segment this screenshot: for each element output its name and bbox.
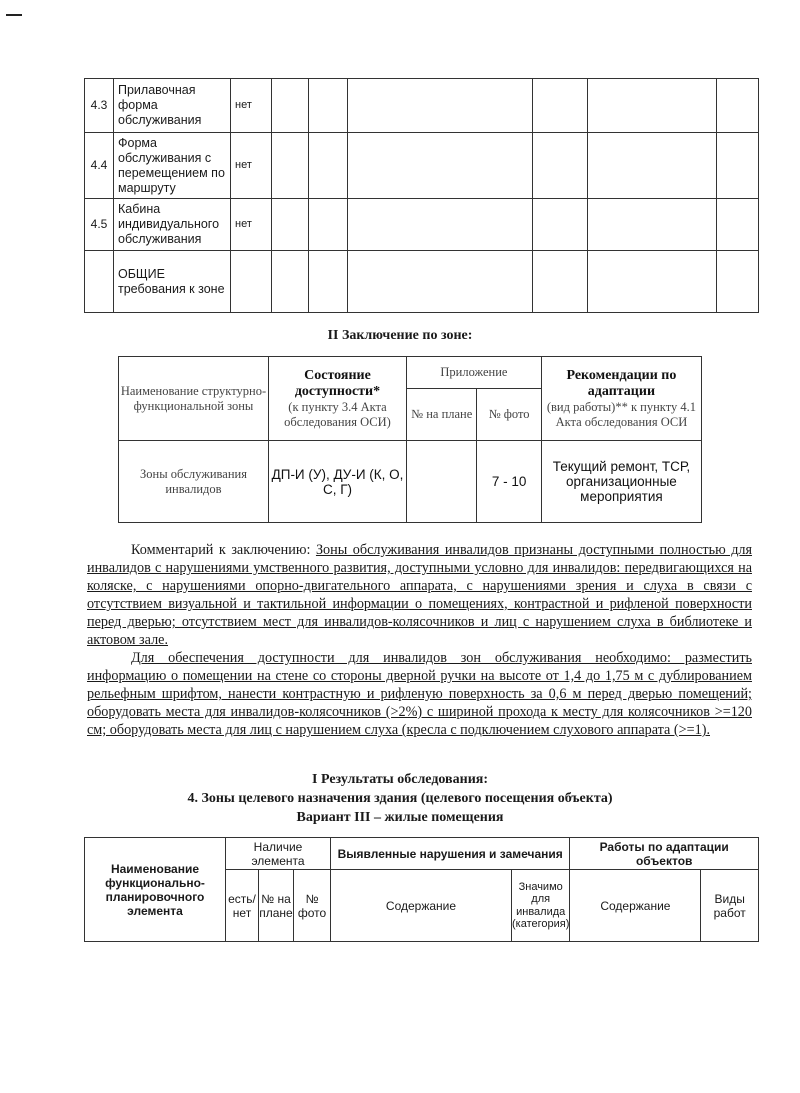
row-name: Прилавочная форма обслуживания [114, 79, 231, 133]
header-appendix: Приложение [407, 357, 542, 389]
table-row [85, 133, 759, 199]
table-row [85, 79, 759, 133]
zone-photo: 7 - 10 [477, 441, 541, 523]
row-name: ОБЩИЕ требования к зоне [114, 251, 231, 313]
header-state [268, 357, 406, 441]
results-subheading: 4. Зоны целевого назначения здания (целевого посещения объекта) [187, 791, 613, 806]
header-works: Работы по адаптации объектов [570, 838, 759, 870]
header-photo: № фото [294, 870, 331, 942]
table-row [85, 199, 759, 251]
table-header-row [119, 357, 702, 389]
recommendation-text: Для обеспечения доступности для инвалидов зон обслуживания необходимо: разместить информацию о помещении на стене со стороны дверной ручки на высоте от 1,4 до 1,75 м с дублированием рельефным шрифтом, нанести контрастную и рифленую поверхность за 0,6 м перед дверью помещений; оборудовать места для инвалидов-колясочников (>2%) с шириной прохода к месту для колясочников >=120 см; оборудовать места для лиц с нарушением слуха (кресла с подключением слухового аппарата (>=1). [87, 650, 752, 738]
zone-recommendation: Текущий ремонт, ТСР, организационные мероприятия [541, 441, 701, 523]
conclusion-table [118, 356, 702, 523]
comment-text: Зоны обслуживания инвалидов признаны доступными полностью для инвалидов с нарушениями умственного развития, доступными условно для инвалидов: передвигающихся на коляске, с нарушениями опорно-двигательного аппарата, с нарушениями зрения и слуха в связи с отсутствием визуальной и тактильной информации о помещениях, контрастной и рифленой поверхности перед дверью; отсутствием мест для инвалидов-колясочников и лиц с нарушением слуха в библиотеке и актовом зале. [87, 542, 753, 648]
zones-table-continuation [84, 78, 759, 313]
row-value: нет [231, 199, 272, 251]
header-recommendations [541, 357, 701, 441]
row-value: нет [231, 79, 272, 133]
header-significance: Значимо для инвалида (категория) [512, 870, 570, 942]
header-types: Виды работ [701, 870, 759, 942]
results-table [84, 837, 759, 942]
zone-state: ДП-И (У), ДУ-И (К, О, С, Г) [268, 441, 406, 523]
conclusion-heading: II Заключение по зоне: [327, 328, 473, 343]
header-plan-no: № на плане [407, 389, 477, 441]
header-violations: Выявленные нарушения и замечания [331, 838, 570, 870]
header-photo-no: № фото [477, 389, 541, 441]
header-state-sub: (к пункту 3.4 Акта обследования ОСИ) [284, 399, 391, 429]
scan-corner-mark [6, 14, 22, 16]
header-plan: № на плане [259, 870, 294, 942]
header-rec-title: Рекомендации по адаптации [566, 367, 677, 399]
row-number [85, 251, 114, 313]
row-value: нет [231, 133, 272, 199]
row-number: 4.4 [85, 133, 114, 199]
comment-paragraph [87, 541, 752, 649]
comment-label: Комментарий к заключению: [131, 542, 311, 558]
row-name: Кабина индивидуального обслуживания [114, 199, 231, 251]
row-name: Форма обслуживания с перемещением по маршруту [114, 133, 231, 199]
table-row [119, 441, 702, 523]
results-heading: I Результаты обследования: [312, 772, 488, 787]
header-state-title: Состояние доступности* [294, 367, 381, 399]
results-variant: Вариант III – жилые помещения [296, 810, 504, 825]
row-number: 4.3 [85, 79, 114, 133]
zone-plan [407, 441, 477, 523]
recommendation-paragraph [87, 649, 752, 739]
header-presence: Наличие элемента [226, 838, 331, 870]
table-row [85, 251, 759, 313]
header-element-name: Наименование функционально-планировочного элемента [85, 838, 226, 942]
header-rec-sub: (вид работы)** к пункту 4.1 Акта обследования ОСИ [546, 399, 696, 429]
header-has: есть/ нет [226, 870, 259, 942]
table-header-row [85, 838, 759, 870]
zone-name: Зоны обслуживания инвалидов [119, 441, 269, 523]
header-works-content: Содержание [570, 870, 701, 942]
header-zone-name: Наименование структурно-функциональной зоны [119, 357, 269, 441]
header-content: Содержание [331, 870, 512, 942]
row-number: 4.5 [85, 199, 114, 251]
row-value [231, 251, 272, 313]
